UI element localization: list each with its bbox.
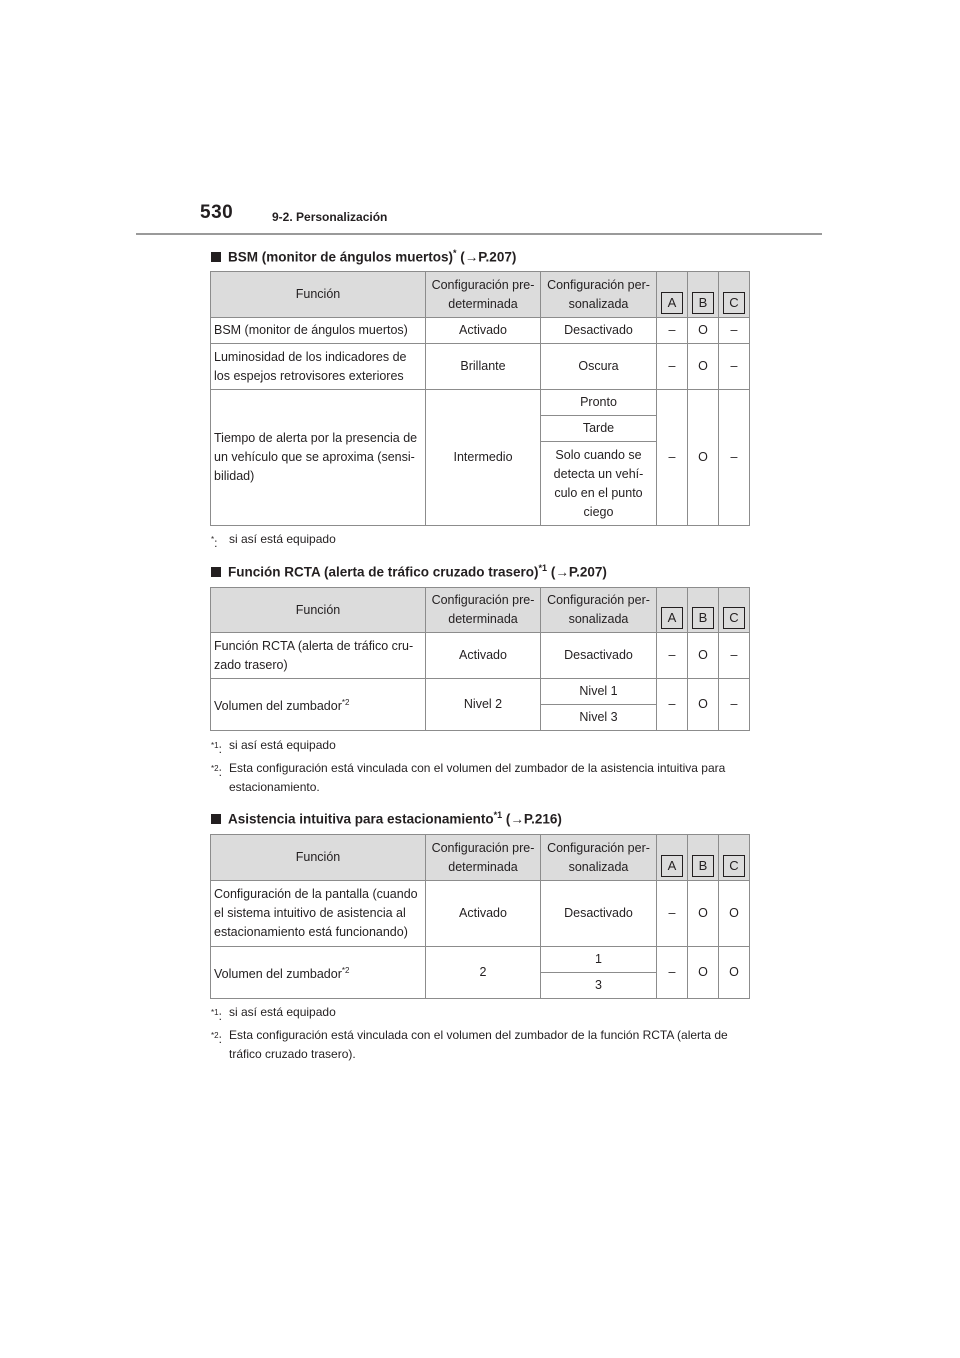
header-b: B [692, 607, 714, 629]
square-bullet-icon [211, 567, 221, 577]
table-row: Nivel 3 [211, 705, 750, 731]
header-c: C [723, 292, 745, 314]
table-row: Volumen del zumbador$^{*2}$ 2 1 – O O [211, 947, 750, 973]
header-c: C [723, 855, 745, 877]
footnote: $^{*2}$: Esta configuración está vinculada con el volumen del zumbador de la asistencia intuitiva para estacionamiento. [211, 761, 726, 794]
footnote: *: si así está equipado [211, 532, 336, 550]
header-b: B [692, 855, 714, 877]
page-reference-link[interactable]: (→P.207) [550, 564, 607, 580]
table-row: Luminosidad de los indicadores de los espejos retrovisores exteriores Brillante Oscura – O – [211, 344, 750, 390]
header-default: Configuración pre- determinada [426, 272, 541, 318]
header-custom: Configuración per- sonalizada [541, 588, 657, 633]
header-b: B [692, 292, 714, 314]
header-a: A [661, 292, 683, 314]
header-function: Función [211, 272, 426, 318]
table-row: 3 [211, 973, 750, 999]
header-c: C [723, 607, 745, 629]
square-bullet-icon [211, 814, 221, 824]
header-default: Configuración pre- determinada [426, 588, 541, 633]
page-reference-link[interactable]: (→P.207) [460, 249, 517, 265]
bsm-section-title: BSM (monitor de ángulos muertos)* (→P.207) [211, 248, 516, 265]
rcta-table [210, 587, 750, 731]
header-divider [136, 233, 822, 235]
section-label: 9-2. Personalización [272, 210, 388, 224]
header-custom: Configuración per- sonalizada [541, 835, 657, 881]
rcta-section-title: Función RCTA (alerta de tráfico cruzado trasero)$^{*1}$ (→P.207) [211, 563, 607, 580]
header-function: Función [211, 835, 426, 881]
table-row: Tiempo de alerta por la presencia de un vehículo que se aproxima (sensi-bilidad) Intermedio Pronto – O – [211, 390, 750, 416]
table-row: Volumen del zumbador$^{*2}$ Nivel 2 Nivel 1 – O – [211, 679, 750, 705]
table-header-row [211, 588, 750, 633]
header-function: Función [211, 588, 426, 633]
table-row: Tarde [211, 416, 750, 442]
page-number: 530 [200, 202, 234, 223]
footnote: $^{*2}$: Esta configuración está vinculada con el volumen del zumbador de la función RCTA (alerta de tráfico cruzado trasero). [211, 1028, 728, 1061]
table-row: BSM (monitor de ángulos muertos) Activado Desactivado – O – [211, 318, 750, 344]
page-header [200, 202, 822, 234]
square-bullet-icon [211, 252, 221, 262]
header-a: A [661, 607, 683, 629]
table-row: Función RCTA (alerta de tráfico cru-zado trasero) Activado Desactivado – O – [211, 633, 750, 679]
header-custom: Configuración per- sonalizada [541, 272, 657, 318]
footnote: $^{*1}$: si así está equipado [211, 738, 336, 756]
table-row: Configuración de la pantalla (cuando el sistema intuitivo de asistencia al estacionamiento está funcionando) Activado Desactivado – O O [211, 881, 750, 947]
header-a: A [661, 855, 683, 877]
ipa-section-title: Asistencia intuitiva para estacionamiento$^{*1}$ (→P.216) [211, 810, 562, 827]
table-row: Solo cuando se detecta un vehí-culo en el punto ciego [211, 442, 750, 526]
footnote: $^{*1}$: si así está equipado [211, 1005, 336, 1023]
table-header-row [211, 835, 750, 881]
bsm-table [210, 271, 750, 526]
ipa-table [210, 834, 750, 999]
table-header-row [211, 272, 750, 318]
page-reference-link[interactable]: (→P.216) [505, 811, 562, 827]
header-default: Configuración pre- determinada [426, 835, 541, 881]
